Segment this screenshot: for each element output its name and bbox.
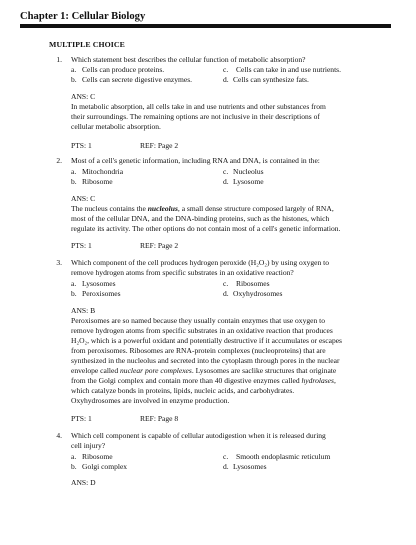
option-text: Cells can synthesize fats.: [233, 75, 309, 84]
points-value: PTS: 1: [71, 141, 92, 150]
question-stem: Most of a cell's genetic information, including RNA and DNA, is contained in the:: [71, 156, 320, 165]
question-number: 4.: [56, 431, 62, 440]
option-text: Oxyhydrosomes: [233, 289, 283, 298]
explanation-line: The nucleus contains the nucleolus, a small dense structure composed largely of RNA,: [71, 204, 334, 213]
option-letter: a.: [71, 65, 77, 74]
option-text: Cells can produce proteins.: [82, 65, 165, 74]
explanation-line: regulate its activity. The other options do not contain most of a cell's genetic information.: [71, 224, 341, 233]
option-letter: c.: [223, 279, 229, 288]
answer-key: ANS: C: [71, 92, 96, 101]
option-letter: a.: [71, 279, 77, 288]
question-number: 1.: [56, 55, 62, 64]
keyword: hydrolases: [301, 376, 334, 385]
answer-key: ANS: C: [71, 194, 96, 203]
question-stem: Which statement best describes the cellular function of metabolic absorption?: [71, 55, 306, 64]
explanation-line: H₂O₂, which is a powerful oxidant and potentially destructive if it accumulates or escapes: [71, 336, 342, 345]
explanation-line: Peroxisomes are so named because they usually contain enzymes that use oxygen to: [71, 316, 326, 325]
explanation-line: In metabolic absorption, all cells take in and use nutrients and other substances from: [71, 102, 326, 111]
question-stem: Which cell component is capable of cellular autodigestion when it is released during: [71, 431, 326, 440]
option-letter: d.: [223, 289, 229, 298]
option-text: Peroxisomes: [82, 289, 121, 298]
reference-page: REF: Page 2: [140, 241, 179, 250]
option-text: Mitochondria: [82, 167, 124, 176]
points-value: PTS: 1: [71, 414, 92, 423]
answer-key: ANS: D: [71, 478, 96, 487]
option-letter: c.: [223, 65, 229, 74]
explanation-line: their surroundings. The remaining options are not inclusive in their descriptions of: [71, 112, 320, 121]
option-letter: b.: [71, 75, 77, 84]
section-title: MULTIPLE CHOICE: [49, 40, 125, 49]
option-letter: d.: [223, 462, 229, 471]
keyword: nucleolus: [147, 204, 178, 213]
question-stem: remove hydrogen atoms from specific substrates in an oxidative reaction?: [71, 268, 294, 277]
explanation-line: envelope called nuclear pore complexes. Lysosomes are saclike structures that originate: [71, 366, 337, 375]
option-letter: b.: [71, 462, 77, 471]
question-number: 3.: [56, 258, 62, 267]
option-text: Ribosomes: [236, 279, 270, 288]
title-rule: [20, 24, 391, 28]
points-value: PTS: 1: [71, 241, 92, 250]
option-letter: b.: [71, 177, 77, 186]
keyword: nuclear pore complexes: [120, 366, 192, 375]
option-letter: b.: [71, 289, 77, 298]
option-letter: d.: [223, 177, 229, 186]
explanation-line: from the Golgi complex and contain more than 40 digestive enzymes called hydrolases,: [71, 376, 336, 385]
option-letter: c.: [223, 167, 229, 176]
option-text: Golgi complex: [82, 462, 128, 471]
option-letter: c.: [223, 452, 229, 461]
explanation-line: which catalyze bonds in proteins, lipids, nucleic acids, and carbohydrates.: [71, 386, 295, 395]
explanation-line: Oxyhydrosomes are involved in enzyme production.: [71, 396, 230, 405]
answer-key: ANS: B: [71, 306, 96, 315]
option-text: Cells can secrete digestive enzymes.: [82, 75, 193, 84]
question-stem: Which component of the cell produces hydrogen peroxide (H₂O₂) by using oxygen to: [71, 258, 330, 267]
chapter-title: Chapter 1: Cellular Biology: [20, 11, 146, 22]
option-text: Lysosomes: [82, 279, 116, 288]
explanation-line: synthesized in the nucleolus and secreted into the cytoplasm through pores in the nuclear: [71, 356, 340, 365]
option-text: Cells can take in and use nutrients.: [236, 65, 342, 74]
explanation-line: cellular metabolic absorption.: [71, 122, 161, 131]
explanation-line: most of the cellular DNA, and the DNA-binding proteins, such as the histones, which: [71, 214, 330, 223]
option-letter: a.: [71, 167, 77, 176]
reference-page: REF: Page 8: [140, 414, 179, 423]
option-letter: d.: [223, 75, 229, 84]
option-text: Lysosomes: [233, 462, 267, 471]
option-text: Ribosome: [82, 452, 113, 461]
option-text: Nucleolus: [233, 167, 264, 176]
explanation-line: from peroxisomes. Ribosomes are RNA-protein complexes (nucleoproteins) that are: [71, 346, 326, 355]
option-text: Lysosome: [233, 177, 264, 186]
reference-page: REF: Page 2: [140, 141, 179, 150]
question-number: 2.: [56, 156, 62, 165]
question-stem: cell injury?: [71, 441, 106, 450]
option-text: Smooth endoplasmic reticulum: [236, 452, 331, 461]
option-letter: a.: [71, 452, 77, 461]
explanation-line: remove hydrogen atoms from specific substrates in an oxidative reaction that produces: [71, 326, 333, 335]
option-text: Ribosome: [82, 177, 113, 186]
